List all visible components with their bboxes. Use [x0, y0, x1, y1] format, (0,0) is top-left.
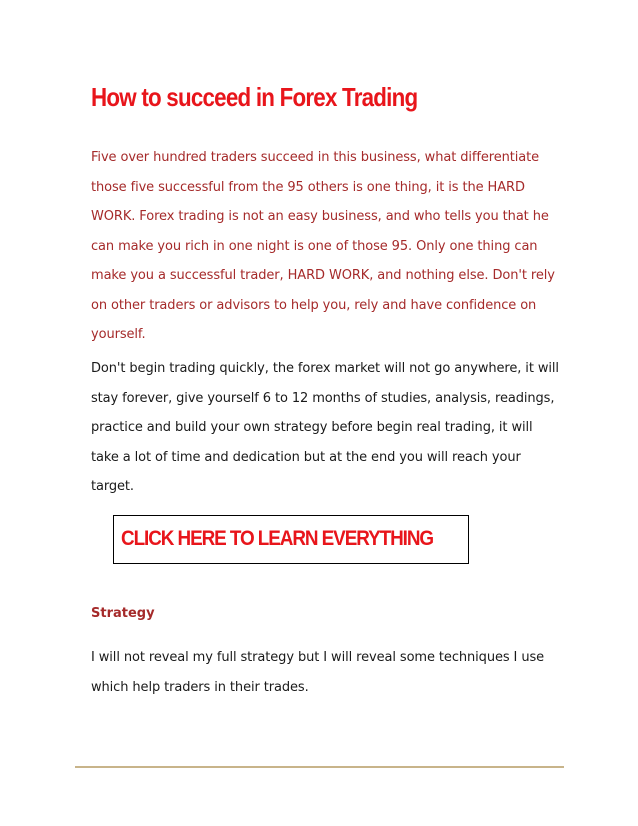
strategy-heading: Strategy [91, 606, 155, 621]
learn-everything-link[interactable]: CLICK HERE TO LEARN EVERYTHING [121, 527, 434, 550]
document-title: How to succeed in Forex Trading [91, 82, 418, 112]
advice-paragraph: Don't begin trading quickly, the forex market will not go anywhere, it will stay forever, give yourself 6 to 12 months of studies, analysis, readings, practice and build your own strategy before begin real trading, it will take a lot of time and dedication but at the end you will reach your target. [91, 361, 559, 494]
strategy-paragraph: I will not reveal my full strategy but I will reveal some techniques I use which help traders in their trades. [91, 650, 545, 695]
intro-paragraph: Five over hundred traders succeed in this business, what differentiate those five successful from the 95 others is one thing, it is the HARD WORK. Forex trading is not an easy business, and who tells you that he can make you rich in one night is one of those 95. Only one thing can make you a successful trader, HARD WORK, and nothing else. Don't rely on other traders or advisors to help you, rely and have confidence on yourself. [91, 150, 555, 342]
footer-divider [75, 766, 564, 768]
cta-box[interactable] [113, 515, 469, 564]
